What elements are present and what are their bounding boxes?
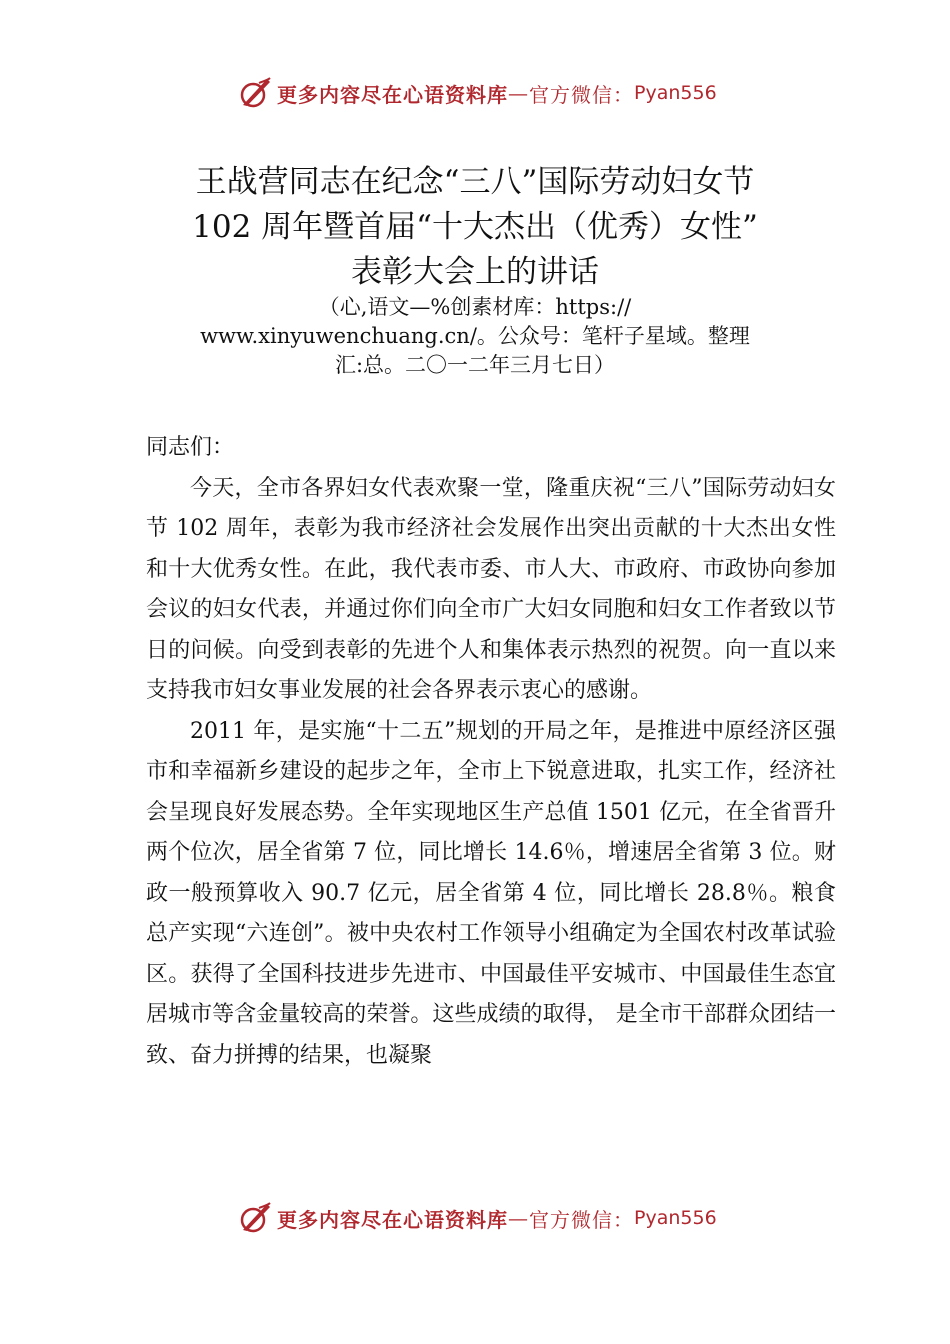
quill-logo-icon [237, 1200, 273, 1236]
subtitle-line-2: www.xinyuwenchuang.cn/。公众号：笔杆子星域。整理 [200, 324, 750, 348]
banner-wechat-id: Pyan556 [634, 82, 717, 104]
title-line-1: 王战营同志在纪念“三八”国际劳动妇女节 [195, 164, 755, 200]
title-line-3: 表彰大会上的讲话 [351, 254, 599, 290]
document-body [146, 428, 836, 1076]
subtitle-line-3: 汇:总。二〇一二年三月七日） [334, 353, 616, 377]
quill-logo-icon [237, 75, 273, 111]
document-subtitle [150, 293, 800, 380]
footer-separator: — [508, 1206, 529, 1230]
footer-banner [0, 1196, 950, 1240]
salutation: 同志们： [146, 435, 235, 460]
title-line-2: 102 周年暨首届“十大杰出（优秀）女性” [192, 209, 758, 245]
document-title [120, 160, 830, 295]
paragraph-1: 今天，全市各界妇女代表欢聚一堂，隆重庆祝“三八”国际劳动妇女节 102 周年，表彰为我市经济社会发展作出突出贡献的十大杰出女性和十大优秀女性。在此，我代表市委、市人大、市政府、市政协向参加会议的妇女代表，并通过你们向全市广大妇女同胞和妇女工作者致以节日的问候。向受到表彰的先进个人和集体表示热烈的祝贺。向一直以来支持我市妇女事业发展的社会各界表示衷心的感谢。 [146, 475, 836, 703]
banner-sub-text: 官方微信： [529, 82, 634, 107]
footer-banner-content [237, 1196, 717, 1240]
header-banner [0, 71, 950, 115]
footer-wechat-id: Pyan556 [634, 1207, 717, 1229]
banner-separator: — [508, 81, 529, 105]
banner-content [237, 71, 717, 115]
banner-main-text: 更多内容尽在心语资料库 [277, 82, 508, 107]
footer-sub-text: 官方微信： [529, 1207, 634, 1232]
paragraph-2: 2011 年，是实施“十二五”规划的开局之年，是推进中原经济区强市和幸福新乡建设的起步之年，全市上下锐意进取，扎实工作，经济社会呈现良好发展态势。全年实现地区生产总值 1501 亿元，在全省晋升两个位次，居全省第 7 位，同比增长 14.6％，增速居全省第 3 位。财政一般预算收入 90.7 亿元，居全省第 4 位，同比增长 28.8％。粮食总产实现“六连创”。被中央农村工作领导小组确定为全国农村改革试验区。获得了全国科技进步先进市、中国最佳平安城市、中国最佳生态宜居城市等含金量较高的荣誉。这些成绩的取得， 是全市干部群众团结一致、奋力拼搏的结果，也凝聚 [146, 718, 836, 1068]
footer-main-text: 更多内容尽在心语资料库 [277, 1207, 508, 1232]
subtitle-line-1: （心,语文—%创素材库：https:// [318, 295, 632, 319]
